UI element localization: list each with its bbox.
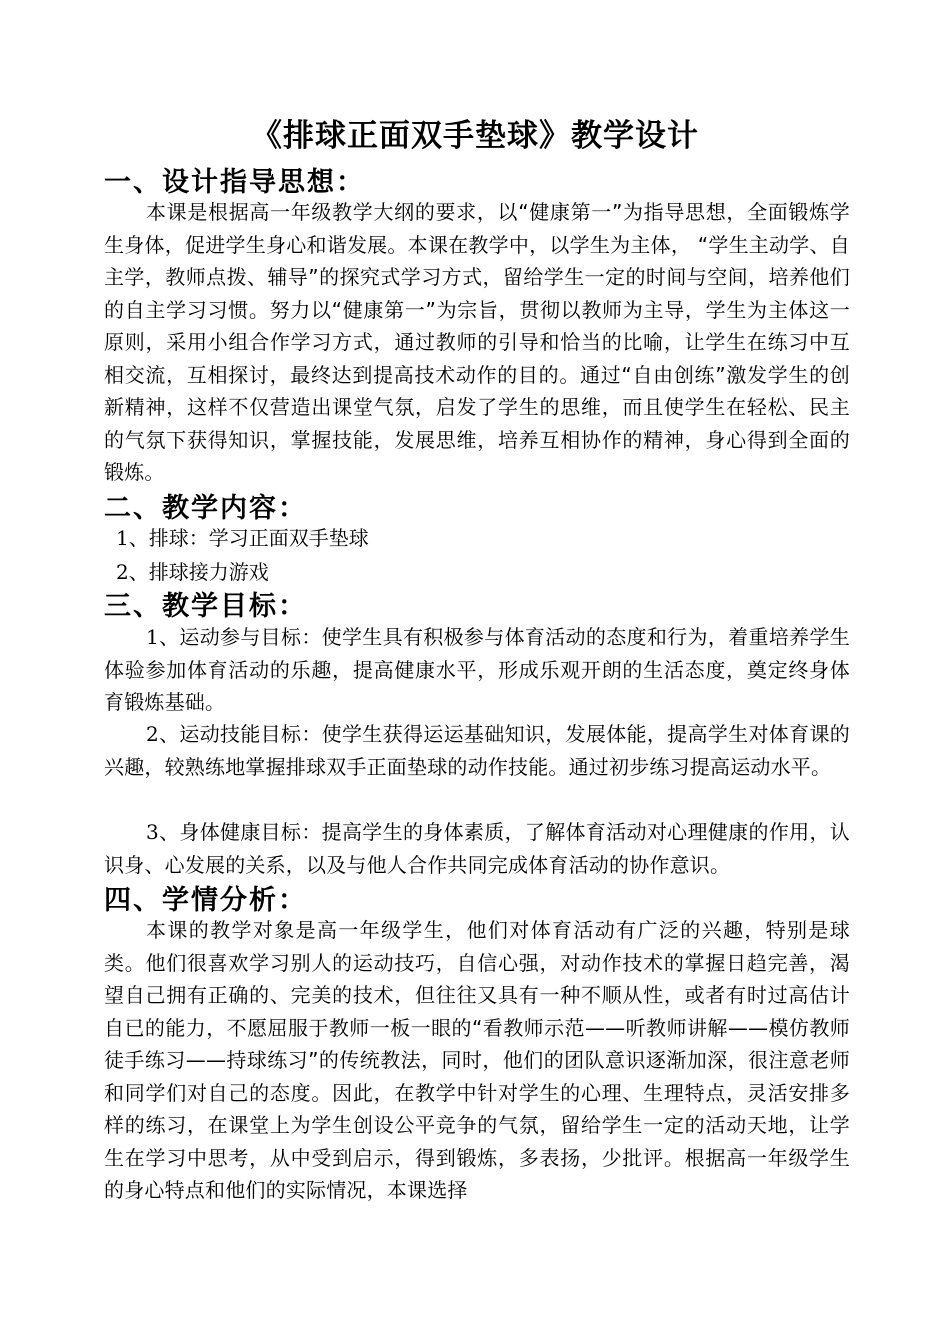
goal-health-number: 3 xyxy=(146,820,159,844)
content-item-1-text: 、排球：学习正面双手垫球 xyxy=(128,526,369,550)
paragraph-design-philosophy: 本课是根据高一年级教学大纲的要求，以“健康第一”为指导思想，全面锻炼学生身体，促进学生身心和谐发展。本课在教学中，以学生为主体， “学生主动学、自主学，教师点拨、辅导”的探究式学习方式，留给学生一定的时间与空间，培养他们的自主学习习惯。努力以“健康第一”为宗旨，贯彻以教师为主导，学生为主体这一原则，采用小组合作学习方式，通过教师的引导和恰当的比喻，让学生在练习中互相交流，互相探讨，最终达到提高技术动作的目的。通过“自由创练”激发学生的创新精神，这样不仅营造出课堂气氛，启发了学生的思维，而且使学生在轻松、民主的气氛下获得知识，掌握技能，发展思维，培养互相协作的精神，身心得到全面的锻炼。 xyxy=(104,200,850,484)
paragraph-student-analysis: 本课的教学对象是高一年级学生，他们对体育活动有广泛的兴趣，特别是球类。他们很喜欢学习别人的运动技巧，自信心强，对动作技术的掌握日趋完善，渴望自己拥有正确的、完美的技术，但往往又具有一种不顺从性，或者有时过高估计自已的能力，不愿屈服于教师一板一眼的“看教师示范——听教师讲解——模仿教师徒手练习——持球练习”的传统教法，同时，他们的团队意识逐渐加深，很注意老师和同学们对自己的态度。因此，在教学中针对学生的心理、生理特点，灵活安排多样的练习，在课堂上为学生创设公平竞争的气氛，留给学生一定的活动天地，让学生在学习中思考，从中受到启示，得到锻炼，多表扬，少批评。根据高一年级学生的身心特点和他们的实际情况，本课选择 xyxy=(104,918,850,1202)
goal-health xyxy=(104,816,850,881)
content-item-2 xyxy=(116,556,269,588)
section-heading-teaching-goals: 三、教学目标： xyxy=(104,591,307,622)
content-item-1-number: 1 xyxy=(116,526,129,550)
section-heading-student-analysis: 四、学情分析： xyxy=(104,885,307,916)
document-title: 《排球正面双手垫球》教学设计 xyxy=(251,118,699,154)
goal-participation xyxy=(104,621,850,719)
goal-skills-text: 、运动技能目标：使学生获得运运基础知识，发展体能，提高学生对体育课的兴趣，较熟练地掌握排球双手正面垫球的动作技能。通过初步练习提高运动水平。 xyxy=(104,722,850,779)
content-item-2-number: 2 xyxy=(116,560,129,584)
content-item-1 xyxy=(116,522,369,554)
section-heading-design-philosophy: 一、设计指导思想： xyxy=(104,167,365,198)
section-heading-teaching-content: 二、教学内容： xyxy=(104,493,307,524)
goal-participation-text: 、运动参与目标：使学生具有积极参与体育活动的态度和行为，着重培养学生体验参加体育活动的乐趣，提高健康水平，形成乐观开朗的生活态度，奠定终身体育锻炼基础。 xyxy=(104,625,850,714)
goal-skills-number: 2 xyxy=(146,722,159,746)
goal-participation-number: 1 xyxy=(146,625,159,649)
goal-health-text: 、身体健康目标：提高学生的身体素质，了解体育活动对心理健康的作用，认识身、心发展的关系，以及与他人合作共同完成体育活动的协作意识。 xyxy=(104,820,850,877)
goal-skills xyxy=(104,718,850,783)
content-item-2-text: 、排球接力游戏 xyxy=(128,560,269,584)
